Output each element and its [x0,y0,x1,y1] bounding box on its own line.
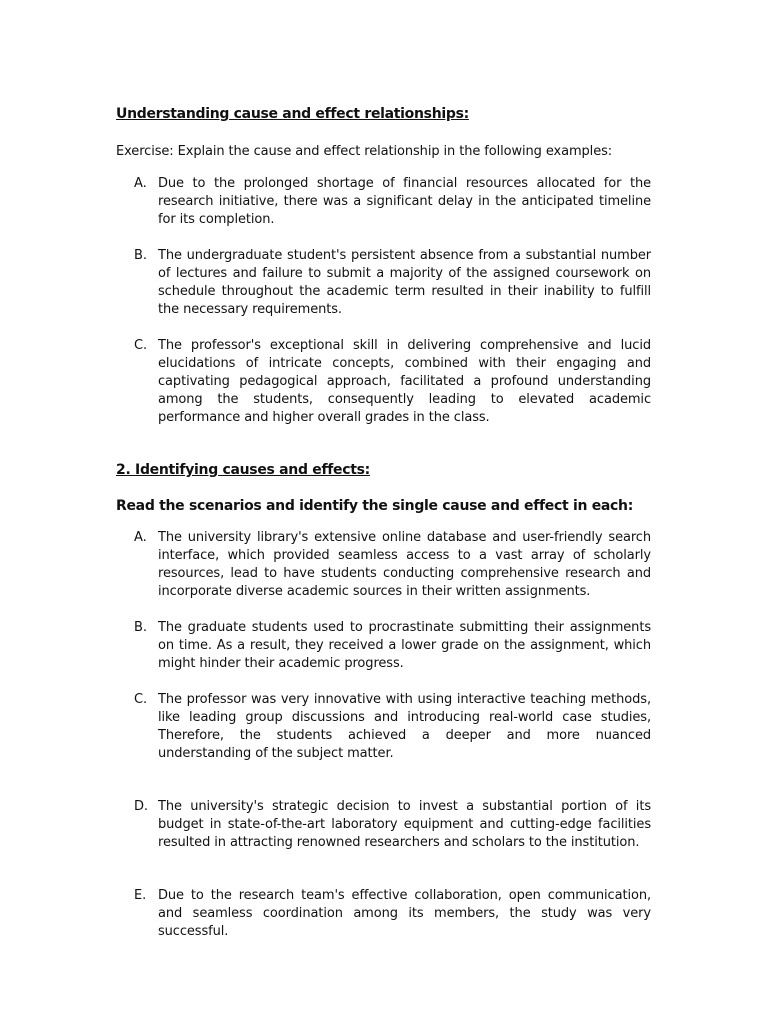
list-item [116,337,651,427]
list-item-text: The professor was very innovative with using interactive teaching methods, like leading group discussions and introducing real-world case studies, Therefore, the students achieved a deeper and more nuanced understanding of the subject matter. [158,692,651,761]
list-item-text: The graduate students used to procrastinate submitting their assignments on time. As a result, they received a lower grade on the assignment, which might hinder their academic progress. [158,620,651,671]
list-item [116,247,651,319]
list-item-text: Due to the prolonged shortage of financial resources allocated for the research initiative, there was a significant delay in the anticipated timeline for its completion. [158,176,651,227]
list-item [116,175,651,229]
list-item-text: Due to the research team's effective collaboration, open communication, and seamless coordination among its members, the study was very successful. [158,888,651,939]
list-marker: B. [134,620,147,635]
list-item [116,529,651,601]
list-item [116,798,651,852]
list-marker: C. [134,338,148,353]
list-item-text: The university's strategic decision to invest a substantial portion of its budget in state-of-the-art laboratory equipment and cutting-edge facilities resulted in attracting renowned researchers and scholars to the institution. [158,799,651,850]
list-item [116,619,651,673]
section1-intro: Exercise: Explain the cause and effect relationship in the following examples: [116,144,613,159]
document-page [116,105,651,941]
list-marker: E. [134,888,147,903]
section-identifying-causes-effects [116,461,651,941]
list-marker: A. [134,530,147,545]
section2-instruction: Read the scenarios and identify the single cause and effect in each: [116,498,634,514]
section1-heading: Understanding cause and effect relationships: [116,106,469,122]
list-item-text: The professor's exceptional skill in delivering comprehensive and lucid elucidations of intricate concepts, combined with their engaging and captivating pedagogical approach, facilitated a profound understanding among the students, consequently leading to elevated academic performance and higher overall grades in the class. [158,338,651,425]
list-marker: D. [134,799,148,814]
list-marker: B. [134,248,147,263]
list-item [116,691,651,763]
section2-heading: 2. Identifying causes and effects: [116,462,370,478]
section-cause-effect-relationships [116,105,651,427]
list-item-text: The university library's extensive online database and user-friendly search interface, which provided seamless access to a vast array of scholarly resources, lead to have students conducting comprehensive research and incorporate diverse academic sources in their written assignments. [158,530,651,599]
list-marker: C. [134,692,148,707]
list-item-text: The undergraduate student's persistent absence from a substantial number of lectures and failure to submit a majority of the assigned coursework on schedule throughout the academic term resulted in their inability to fulfill the necessary requirements. [158,248,651,317]
section1-list [116,175,651,427]
list-marker: A. [134,176,147,191]
list-item [116,887,651,941]
section2-list [116,529,651,941]
